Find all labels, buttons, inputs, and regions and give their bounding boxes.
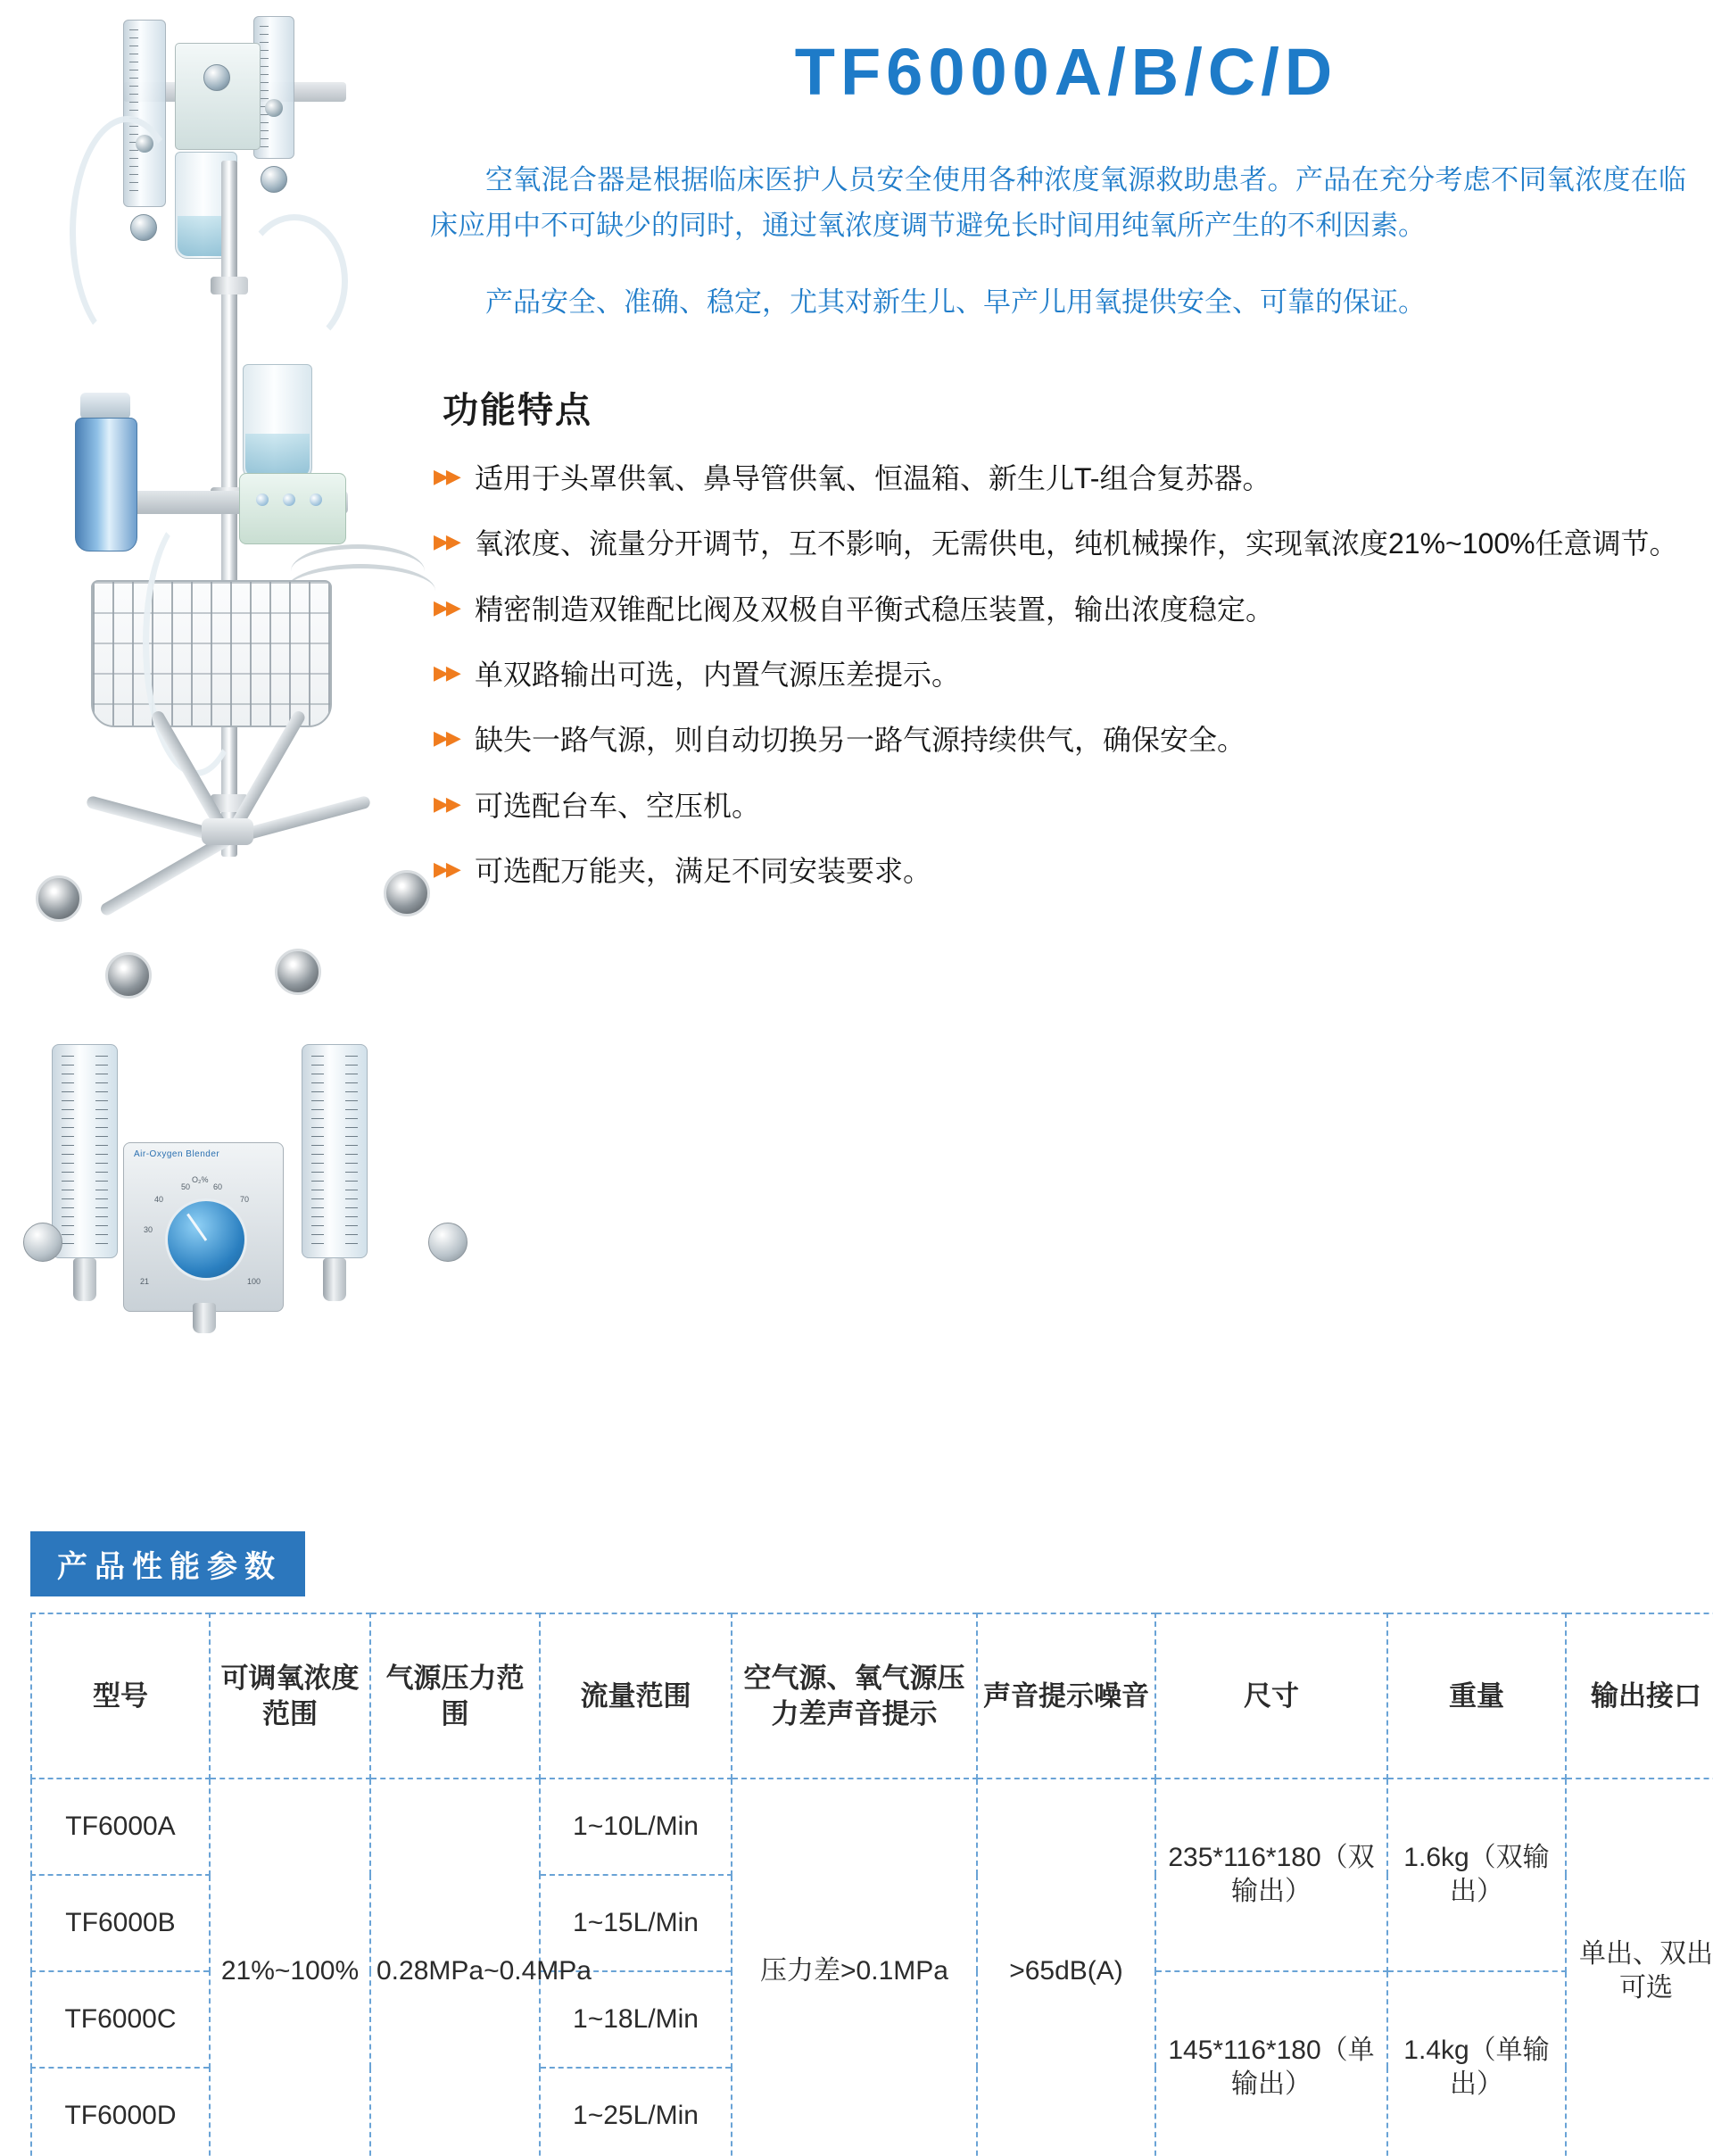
cell-weight-dual: 1.6kg（双输出） (1387, 1779, 1566, 1971)
flowmeter-scale (311, 1056, 324, 1247)
intro-text (419, 158, 1695, 325)
feature-label: 可选配万能夹，满足不同安装要求。 (475, 855, 932, 888)
blue-humidifier-cylinder (75, 418, 137, 551)
list-item (434, 589, 1695, 631)
features-heading: 功能特点 (443, 391, 592, 431)
flowmeter-scale (62, 1056, 74, 1247)
double-arrow-icon: ▶▶ (434, 792, 459, 815)
oxygen-hose (70, 116, 186, 348)
column-header-supply-pressure: 气源压力范围 (370, 1613, 540, 1779)
humidifier-water-level (245, 434, 310, 477)
column-header-flow-range: 流量范围 (540, 1613, 732, 1779)
dial-tick-label: 40 (154, 1195, 164, 1204)
blender-body-top (175, 43, 261, 150)
dial-tick-label: 30 (144, 1225, 153, 1234)
double-arrow-icon: ▶▶ (434, 858, 459, 881)
oxygen-hose (241, 214, 348, 348)
cell-flow-range: 1~25L/Min (540, 2068, 732, 2156)
list-item (434, 523, 1695, 565)
dial-tick-label: 60 (213, 1182, 223, 1191)
cell-noise: >65dB(A) (977, 1779, 1155, 2156)
intro-paragraph-1: 空氧混合器是根据临床医护人员安全使用各种浓度氧源救助患者。产品在充分考虑不同氧浓度在临床应用中不可缺少的同时，通过氧浓度调节避免长时间用纯氧所产生的不利因素。 (430, 164, 1686, 241)
cell-weight-single: 1.4kg（单输出） (1387, 1971, 1566, 2156)
patient-tubing (143, 509, 250, 776)
list-item (434, 719, 1695, 761)
column-header-pressure-diff-alarm: 空气源、氧气源压力差声音提示 (732, 1613, 977, 1779)
double-arrow-icon: ▶▶ (434, 595, 459, 618)
cell-model: TF6000A (31, 1779, 210, 1875)
brand-text: Air-Oxygen Blender (134, 1149, 220, 1159)
page-title: TF6000A/B/C/D (794, 35, 1338, 109)
indicator-dot (256, 493, 269, 506)
table-row (31, 1779, 1713, 1875)
nebulizer-cap (80, 393, 130, 419)
blender-body (123, 1142, 284, 1312)
dial-tick-label: 50 (181, 1182, 191, 1191)
flowmeter-scale (345, 1056, 358, 1247)
cell-supply-pressure: 0.28MPa~0.4MPa (370, 1779, 540, 2156)
dial-tick-label: 21 (140, 1277, 150, 1286)
double-arrow-icon: ▶▶ (434, 465, 459, 488)
column-header-oxygen-range: 可调氧浓度范围 (210, 1613, 370, 1779)
dial-tick-label: 70 (240, 1195, 250, 1204)
column-header-model: 型号 (31, 1613, 210, 1779)
blender-unit-image (16, 1035, 480, 1419)
column-header-weight: 重量 (1387, 1613, 1566, 1779)
column-header-output-interface: 输出接口 (1566, 1613, 1713, 1779)
list-item (434, 850, 1695, 892)
features-list (419, 458, 1695, 893)
cell-model: TF6000D (31, 2068, 210, 2156)
inlet-fitting-right (428, 1223, 468, 1262)
cell-flow-range: 1~10L/Min (540, 1779, 732, 1875)
intro-paragraph-2: 产品安全、准确、稳定，尤其对新生儿、早产儿用氧提供安全、可靠的保证。 (485, 286, 1426, 318)
specifications-heading: 产品性能参数 (30, 1531, 305, 1596)
oxygen-concentration-knob (203, 64, 230, 91)
trolley-base (36, 817, 446, 1004)
column-header-noise: 声音提示噪音 (977, 1613, 1155, 1779)
oxygen-concentration-dial (165, 1198, 247, 1281)
base-hub (202, 818, 253, 845)
flow-control-knob-right (261, 166, 287, 193)
dial-tick-label: 100 (247, 1277, 261, 1286)
list-item (434, 654, 1695, 696)
list-item (434, 458, 1695, 500)
list-item (434, 785, 1695, 827)
double-arrow-icon: ▶▶ (434, 661, 459, 684)
caster-wheel (275, 949, 321, 995)
caster-wheel (105, 952, 152, 999)
double-arrow-icon: ▶▶ (434, 726, 459, 750)
table-header-row (31, 1613, 1713, 1779)
flowmeter-scale (260, 26, 269, 149)
compressor-unit (239, 473, 346, 544)
cell-flow-range: 1~15L/Min (540, 1875, 732, 1971)
feature-label: 可选配台车、空压机。 (475, 789, 761, 822)
product-info-column (419, 36, 1695, 916)
column-header-size: 尺寸 (1155, 1613, 1387, 1779)
humidifier-bottle-mid (243, 364, 312, 480)
specifications-table (30, 1613, 1713, 2156)
feature-label: 精密制造双锥配比阀及双极自平衡式稳压装置，输出浓度稳定。 (475, 593, 1275, 626)
cell-size-single: 145*116*180（单输出） (1155, 1971, 1387, 2156)
indicator-dot (283, 493, 295, 506)
inlet-fitting-left (23, 1223, 62, 1262)
cell-oxygen-range: 21%~100% (210, 1779, 370, 2156)
outlet-nozzle-right (323, 1258, 346, 1301)
outlet-nozzle-center (193, 1303, 216, 1333)
cell-model: TF6000C (31, 1971, 210, 2068)
cell-output-interface: 单出、双出可选 (1566, 1779, 1713, 2156)
feature-label: 氧浓度、流量分开调节，互不影响，无需供电，纯机械操作，实现氧浓度21%~100%任意调节。 (475, 527, 1678, 560)
cell-pressure-diff-alarm: 压力差>0.1MPa (732, 1779, 977, 2156)
flowmeter-float-ball (265, 99, 283, 117)
double-arrow-icon: ▶▶ (434, 530, 459, 553)
outlet-nozzle-left (73, 1258, 96, 1301)
cell-flow-range: 1~18L/Min (540, 1971, 732, 2068)
flowmeter-tube-right (302, 1044, 368, 1258)
feature-label: 缺失一路气源，则自动切换另一路气源持续供气，确保安全。 (475, 724, 1246, 757)
feature-label: 适用于头罩供氧、鼻导管供氧、恒温箱、新生儿T-组合复苏器。 (475, 462, 1271, 495)
caster-wheel (36, 875, 82, 922)
cell-model: TF6000B (31, 1875, 210, 1971)
flowmeter-scale (95, 1056, 108, 1247)
indicator-dot (310, 493, 322, 506)
specifications-section (30, 1531, 1713, 2156)
flowmeter-tube-left (52, 1044, 118, 1258)
cell-size-dual: 235*116*180（双输出） (1155, 1779, 1387, 1971)
feature-label: 单双路输出可选，内置气源压差提示。 (475, 659, 961, 692)
dial-unit-label: O₂% (192, 1175, 209, 1184)
